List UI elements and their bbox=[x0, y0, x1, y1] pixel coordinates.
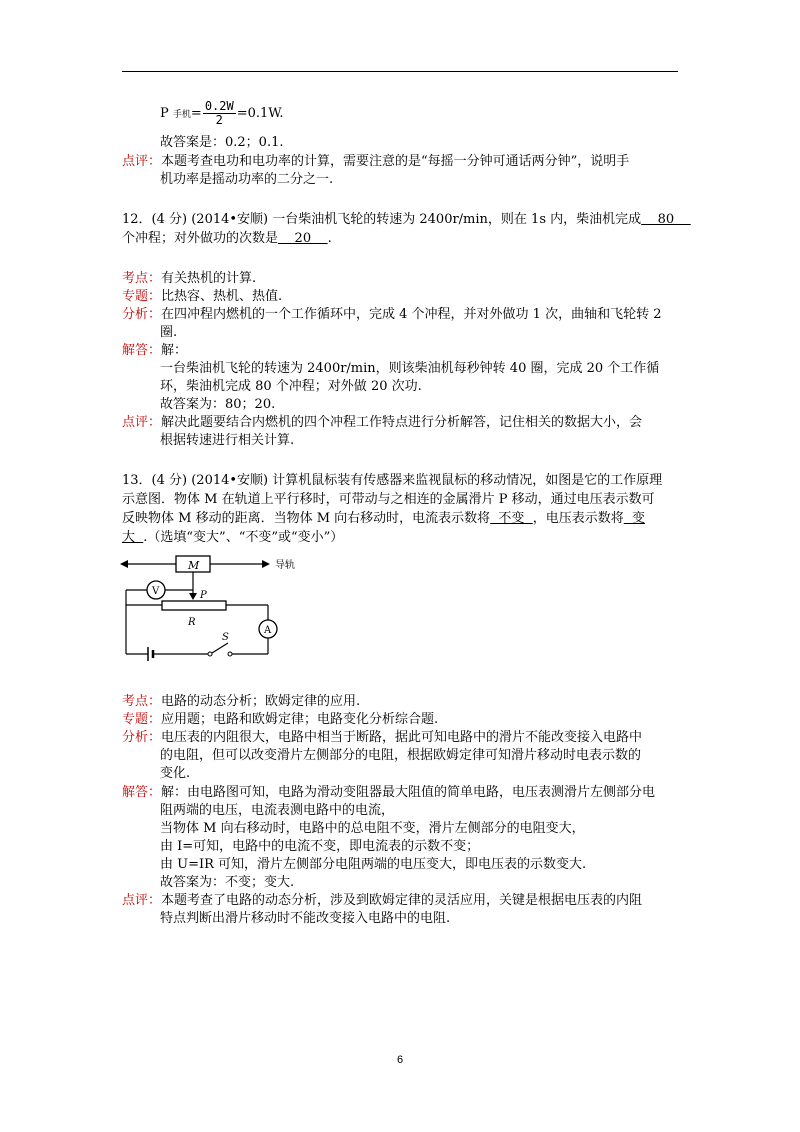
q13-stem-1: 13．(4 分) (2014•安顺) 计算机鼠标装有传感器来监视鼠标的移动情况，如图是它的工作原理 bbox=[122, 473, 663, 488]
jieda-text-2: 阻两端的电压，电流表测电路中的电流， bbox=[160, 803, 395, 818]
switch-blade bbox=[212, 643, 228, 653]
p-label: P bbox=[160, 106, 169, 121]
rail-right-arrow bbox=[262, 560, 270, 568]
q12-zhuanti bbox=[122, 289, 282, 305]
circuit-diagram bbox=[118, 550, 295, 690]
jieda-text-4: 故答案为：80；20. bbox=[160, 397, 276, 412]
dianping-text-2: 根据转速进行相关计算. bbox=[160, 433, 295, 448]
power-formula bbox=[160, 100, 284, 127]
q12-fenxi bbox=[122, 307, 662, 323]
q13-fenxi bbox=[122, 730, 642, 746]
zhuanti-text: 应用题；电路和欧姆定律；电路变化分析综合题. bbox=[161, 712, 439, 727]
q13-text-3b: ，电压表示数将 bbox=[532, 511, 624, 526]
switch-contact bbox=[228, 652, 232, 656]
fraction-numerator: 0.2W bbox=[204, 99, 234, 113]
fenxi-label: 分析： bbox=[122, 307, 162, 322]
fraction-denominator: 2 bbox=[215, 113, 223, 127]
q13-stem-3 bbox=[122, 511, 645, 527]
zhuanti-label: 专题： bbox=[122, 712, 162, 727]
fenxi-text-1: 在四冲程内燃机的一个工作循环中，完成 4 个冲程，并对外做功 1 次，曲轴和飞轮转 2 bbox=[161, 307, 662, 322]
slider-p-label: P bbox=[200, 590, 207, 601]
q12-blank-2: 20 bbox=[278, 231, 328, 246]
slider-tip bbox=[189, 593, 197, 600]
jieda-text-1: 解： bbox=[161, 343, 188, 358]
rail-label: 导轨 bbox=[275, 560, 295, 571]
jieda-text-3: 环，柴油机完成 80 个冲程；对外做 20 次功. bbox=[160, 379, 422, 394]
dianping-text-1: 本题考查了电路的动态分析，涉及到欧姆定律的灵活应用，关键是根据电压表的内阻 bbox=[161, 893, 643, 908]
jieda-text-6: 故答案为：不变；变大. bbox=[160, 875, 295, 890]
q12-kaodian bbox=[122, 271, 256, 287]
top-comment bbox=[122, 154, 629, 170]
q12-jieda bbox=[122, 343, 187, 359]
kaodian-text: 有关热机的计算. bbox=[161, 271, 257, 286]
dianping-label: 点评： bbox=[122, 893, 162, 908]
power-result: =0.1W. bbox=[236, 106, 284, 121]
q13-kaodian bbox=[122, 694, 360, 710]
switch-label: S bbox=[222, 632, 229, 643]
q12-blank-1: 80 bbox=[641, 212, 691, 227]
fenxi-text-2: 圈. bbox=[160, 325, 178, 340]
fenxi-text-3: 变化. bbox=[160, 766, 191, 781]
jieda-text-5: 由 U=IR 可知，滑片左侧部分电阻两端的电压变大，即电压表的示数变大. bbox=[160, 857, 587, 872]
switch-pivot bbox=[208, 652, 212, 656]
jieda-text-1: 解：由电路图可知，电路为滑动变阻器最大阻值的简单电路，电压表测滑片左侧部分电 bbox=[161, 785, 656, 800]
q12-text-1: 12．(4 分) (2014•安顺) 一台柴油机飞轮的转速为 2400r/min，则在 1s 内，柴油机完成 bbox=[122, 212, 642, 227]
jieda-text-3: 当物体 M 向右移动时，电路中的总电阻不变，滑片左侧部分的电阻变大， bbox=[160, 821, 585, 836]
p-subscript: 手机 bbox=[172, 110, 191, 120]
q13-text-4: .（选填“变大”、“不变”或“变小”） bbox=[143, 530, 344, 545]
rail-left-arrow bbox=[120, 560, 128, 568]
q13-blank-2a: 变 bbox=[623, 511, 645, 526]
fraction bbox=[203, 100, 236, 127]
resistor-r bbox=[162, 601, 226, 610]
dianping-text-2: 特点判断出滑片移动时不能改变接入电路中的电阻. bbox=[160, 911, 451, 926]
voltmeter-label: V bbox=[152, 586, 160, 597]
dianping-text-1: 解决此题要结合内燃机的四个冲程工作特点进行分析解答，记住相关的数据大小，会 bbox=[161, 415, 643, 430]
header-rule bbox=[122, 71, 678, 72]
kaodian-label: 考点： bbox=[122, 271, 162, 286]
fenxi-label: 分析： bbox=[122, 730, 162, 745]
jieda-label: 解答： bbox=[122, 343, 162, 358]
comment-label: 点评： bbox=[122, 154, 162, 169]
q12-text-3: . bbox=[327, 231, 332, 246]
q12-dianping bbox=[122, 415, 642, 431]
q13-blank-2b: 大 bbox=[122, 530, 144, 545]
q12-text-2: 个冲程；对外做功的次数是 bbox=[122, 231, 279, 246]
kaodian-text: 电路的动态分析；欧姆定律的应用. bbox=[161, 694, 361, 709]
top-answer: 故答案是：0.2；0.1. bbox=[160, 135, 284, 150]
q13-stem-2: 示意图．物体 M 在轨道上平行移时，可带动与之相连的金属滑片 P 移动，通过电压表示数可 bbox=[122, 492, 655, 507]
q13-dianping bbox=[122, 893, 642, 909]
q13-jieda bbox=[122, 785, 655, 801]
dianping-label: 点评： bbox=[122, 415, 162, 430]
jieda-text-4: 由 I=可知，电路中的电流不变，即电流表的示数不变； bbox=[160, 839, 480, 854]
jieda-label: 解答： bbox=[122, 785, 162, 800]
comment-text-1: 本题考查电功和电功率的计算，需要注意的是“每摇一分钟可通话两分钟”，说明手 bbox=[161, 154, 630, 169]
q12-stem-2 bbox=[122, 231, 332, 247]
equals-sign: = bbox=[190, 106, 202, 121]
zhuanti-label: 专题： bbox=[122, 289, 162, 304]
fenxi-text-2: 的电阻，但可以改变滑片左侧部分的电阻，根据欧姆定律可知滑片移动时电表示数的 bbox=[160, 748, 642, 763]
comment-text-2: 机功率是摇动功率的二分之一. bbox=[160, 172, 334, 187]
kaodian-label: 考点： bbox=[122, 694, 162, 709]
q13-blank-1: 不变 bbox=[490, 511, 533, 526]
resistor-label: R bbox=[188, 617, 196, 628]
object-m-label: M bbox=[188, 559, 200, 572]
zhuanti-text: 比热容、热机、热值. bbox=[161, 289, 283, 304]
fenxi-text-1: 电压表的内阻很大，电路中相当于断路，据此可知电路中的滑片不能改变接入电路中 bbox=[161, 730, 643, 745]
q13-stem-4 bbox=[122, 530, 343, 546]
q13-zhuanti bbox=[122, 712, 438, 728]
page-number: 6 bbox=[396, 1054, 404, 1066]
ammeter-label: A bbox=[264, 625, 272, 636]
jieda-text-2: 一台柴油机飞轮的转速为 2400r/min，则该柴油机每秒钟转 40 圈，完成 20 个工作循 bbox=[160, 361, 660, 376]
q13-text-3a: 反映物体 M 移动的距离．当物体 M 向右移动时，电流表示数将 bbox=[122, 511, 491, 526]
q12-stem-1 bbox=[122, 212, 691, 228]
